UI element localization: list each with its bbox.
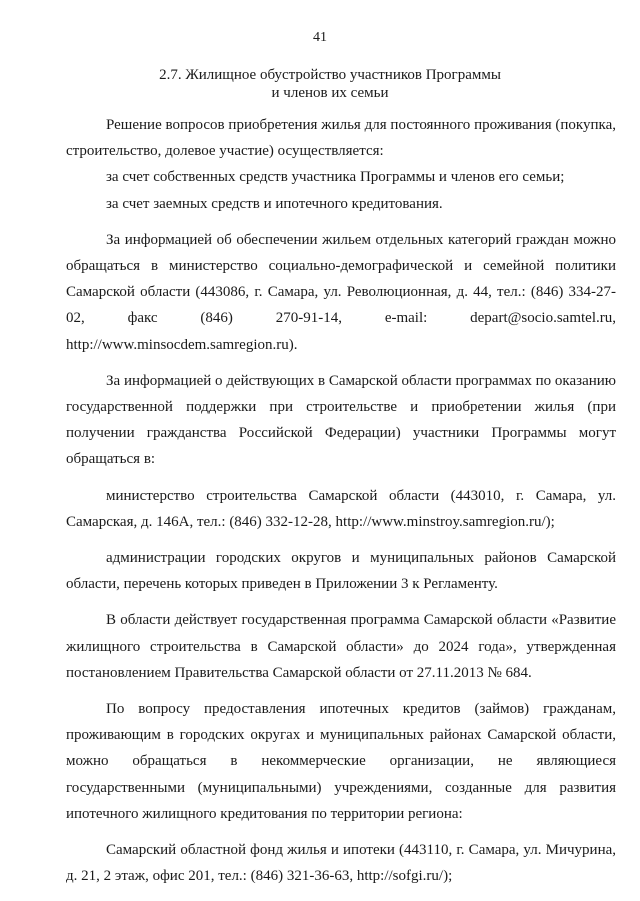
paragraph: за счет собственных средств участника Программы и членов его семьи; (106, 169, 565, 186)
section-heading-line-1: 2.7. Жилищное обустройство участников Программы (159, 67, 501, 83)
paragraph: За информацией об обеспечении жильем отдельных категорий граждан можно обращаться в министерство социально-демографической и семейной политики Самарской области (443086, г. Самара, ул. Революционная, д. 44, тел.: (846) 334-27-02, факс (846) 270-91-14, e-mail: depart@socio.samtel.ru, http://www.minsocdem.samregion.ru). (66, 231, 616, 353)
paragraph: администрации городских округов и муниципальных районов Самарской области, перечень которых приведен в Приложении 3 к Регламенту. (66, 550, 616, 593)
paragraph: Самарский областной фонд жилья и ипотеки (443110, г. Самара, ул. Мичурина, д. 21, 2 этаж, офис 201, тел.: (846) 321-36-63, http://sofgi.ru/); (66, 842, 616, 885)
paragraph: Решение вопросов приобретения жилья для постоянного проживания (покупка, строительство, долевое участие) осуществляется: (66, 117, 616, 160)
paragraph: министерство строительства Самарской области (443010, г. Самара, ул. Самарская, д. 146А, тел.: (846) 332-12-28, http://www.minstroy.samregion.ru/); (66, 487, 616, 530)
page-number: 41 (313, 30, 327, 45)
paragraph: За информацией о действующих в Самарской области программах по оказанию государственной поддержки при строительстве и приобретении жилья (при получении гражданства Российской Федерации) участники Программы могут обращаться в: (66, 372, 616, 468)
paragraph: за счет заемных средств и ипотечного кредитования. (106, 195, 443, 212)
paragraph: В области действует государственная программа Самарской области «Развитие жилищного строительства в Самарской области» до 2024 года», утвержденная постановлением Правительства Самарской области от 27.11.2013 № 684. (66, 612, 616, 681)
document-body (66, 112, 616, 889)
section-heading (100, 66, 560, 102)
paragraph: По вопросу предоставления ипотечных кредитов (займов) гражданам, проживающим в городских округах и муниципальных районах Самарской области, можно обращаться в некоммерческие организации, не являющиеся государственными (муниципальными) учреждениями, созданные для развития ипотечного жилищного кредитования по территории региона: (66, 701, 616, 822)
section-heading-line-2: и членов их семьи (271, 85, 389, 101)
